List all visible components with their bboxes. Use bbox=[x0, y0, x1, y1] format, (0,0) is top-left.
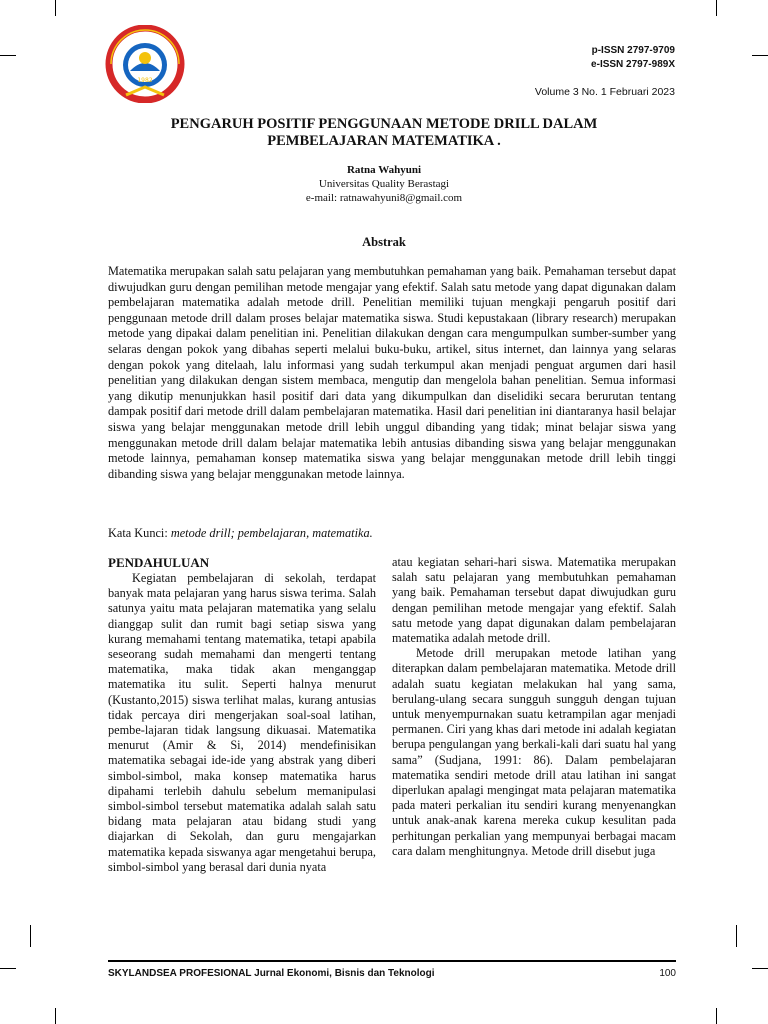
crop-mark bbox=[716, 1008, 717, 1024]
keywords bbox=[108, 526, 373, 541]
crop-mark bbox=[0, 55, 16, 56]
author-name: Ratna Wahyuni bbox=[346, 164, 422, 176]
footer-rule bbox=[108, 960, 676, 962]
e-issn: e-ISSN 2797-989X bbox=[591, 58, 675, 70]
author-affiliation: Universitas Quality Berastagi bbox=[318, 178, 450, 190]
crop-mark bbox=[0, 968, 16, 969]
journal-logo bbox=[104, 25, 186, 103]
crop-mark bbox=[30, 925, 31, 947]
title-line-1: PENGARUH POSITIF PENGGUNAAN METODE DRILL DALAM bbox=[170, 116, 598, 132]
abstract-text: Matematika merupakan salah satu pelajaran yang membutuhkan pemahaman yang baik. Pemahaman tersebut dapat diwujudkan guru dengan pemilihan metode mengajar yang efektif. Salah satu metode yang dapat digunakan dalam pembelajaran matematika adalah metode drill. Penelitian memiliki tujuan mengkaji pengaruh positif dari penggunaan metode drill dalam proses belajar matematika siswa. Studi kepustakaan (library research) merupakan metode yang dipakai dalam penelitian ini. Penelitian dilakukan dengan cara mengumpulkan sumber-sumber yang selaras dengan pokok yang dibahas seperti melalui buku-buku, artikel, situs internet, dan lainnya yang selaras dengan pokok yang ditelaah, lalu informasi yang sudah terkumpul akan menjadi penguat argumen dari hasil penelitian yang dilakukan dengan sistem membaca, mengutip dan mengelola bahan penelitian. Semua informasi yang dikutip menunjukkan hasil positif dari data yang dikumpulkan dan diselidiki secara berurutan tentang dampak positif dari metode drill dalam pembelajaran matematika. Hasil dari penelitian ini diantaranya hasil belajar siswa yang belajar menggunakan metode drill lebih unggul dibanding yang tidak; minat belajar siswa yang menggunakan metode drill dalam belajar matematika lebih antusias dibanding siswa yang belajar menggunakan metode lainnya, pemahaman konsep matematika siswa yang belajar menggunakan metode drill lebih tinggi dibanding siswa yang belajar menggunakan metode lainnya. bbox=[108, 264, 676, 481]
keywords-value: metode drill; pembelajaran, matematika. bbox=[170, 526, 373, 540]
left-column bbox=[108, 555, 376, 875]
footer-journal: SKYLANDSEA PROFESIONAL Jurnal Ekonomi, Bisnis dan Teknologi bbox=[108, 968, 435, 979]
body-paragraph: atau kegiatan sehari-hari siswa. Matematika merupakan salah satu pelajaran yang membutuhkan pemahaman yang baik. Pemahaman tersebut dapat diwujudkan guru dengan pemilihan metode mengajar yang efektif. Salah satu metode yang dapat digunakan dalam pembelajaran matematika adalah metode drill. bbox=[392, 555, 676, 646]
abstract-heading: Abstrak bbox=[362, 235, 406, 249]
crop-mark bbox=[736, 925, 737, 947]
crop-mark bbox=[55, 1008, 56, 1024]
issn-block bbox=[591, 44, 675, 71]
author-block bbox=[0, 163, 768, 205]
author-email: e-mail: ratnawahyuni8@gmail.com bbox=[305, 192, 463, 204]
section-heading: PENDAHULUAN bbox=[108, 555, 210, 570]
right-column bbox=[392, 555, 676, 859]
p-issn: p-ISSN 2797-9709 bbox=[591, 45, 675, 56]
logo-year: 1982 bbox=[137, 77, 153, 84]
volume-info: Volume 3 No. 1 Februari 2023 bbox=[534, 86, 675, 98]
body-paragraph: Metode drill merupakan metode latihan yang diterapkan dalam pembelajaran matematika. Metode drill adalah suatu kegiatan melakukan hal yang sama, berulang-ulang secara sungguh sungguh dengan tujuan untuk menyempurnakan suatu ketrampilan agar menjadi permanen. Ciri yang khas dari metode ini adalah kegiatan berupa pengulangan yang berkali-kali dari suatu hal yang sama” (Sudjana, 1991: 86). Dalam pembelajaran matematika sendiri metode drill atau latihan ini sangat diperlukan apalagi mengingat mata pelajaran matematika pada materi perkalian itu sendiri kurang menyenangkan untuk anak-anak karena mereka cukup kesulitan pada perhitungan perkalian yang mempunyai berbagai macam cara dalam menghitungnya. Metode drill disebut juga bbox=[392, 646, 676, 858]
crop-mark bbox=[55, 0, 56, 16]
crop-mark bbox=[716, 0, 717, 16]
crop-mark bbox=[752, 968, 768, 969]
paper-title bbox=[0, 116, 768, 150]
page-number: 100 bbox=[659, 968, 676, 979]
body-paragraph: Kegiatan pembelajaran di sekolah, terdapat banyak mata pelajaran yang harus siswa terima. Salah satunya yaitu mata pelajaran matematika yang selalu dianggap sulit dan rumit bagi setiap siswa yang kurang memahami tentang matematika, tetapi apabila seseorang sudah memahami dan mengerti tentang matematika, maka tidak akan menganggap matematika itu sulit. Seperti halnya menurut (Kustanto,2015) siswa terlihat malas, kurang antusias tidak percaya diri mengerjakan soal-soal latihan, pembe-lajaran tidak langsung dikuasai. Matematika menurut (Amir & Si, 2014) mendefinisikan matematika sebagai ide-ide yang abstrak yang diberi simbol-simbol, maka konsep matematika harus dipahami terlebih dahulu sebelum memanipulasi simbol-simbol tersebut matematika adalah salah satu bidang mata pelajaran atau bidang studi yang diajarkan di Sekolah, dan guru mengajarkan matematika kepada siswanya agar mengetahui berupa, simbol-simbol yang berasal dari dunia nyata bbox=[108, 571, 376, 874]
crop-mark bbox=[752, 55, 768, 56]
keywords-label: Kata Kunci: bbox=[108, 526, 171, 540]
title-line-2: PEMBELAJARAN MATEMATIKA . bbox=[267, 133, 501, 149]
